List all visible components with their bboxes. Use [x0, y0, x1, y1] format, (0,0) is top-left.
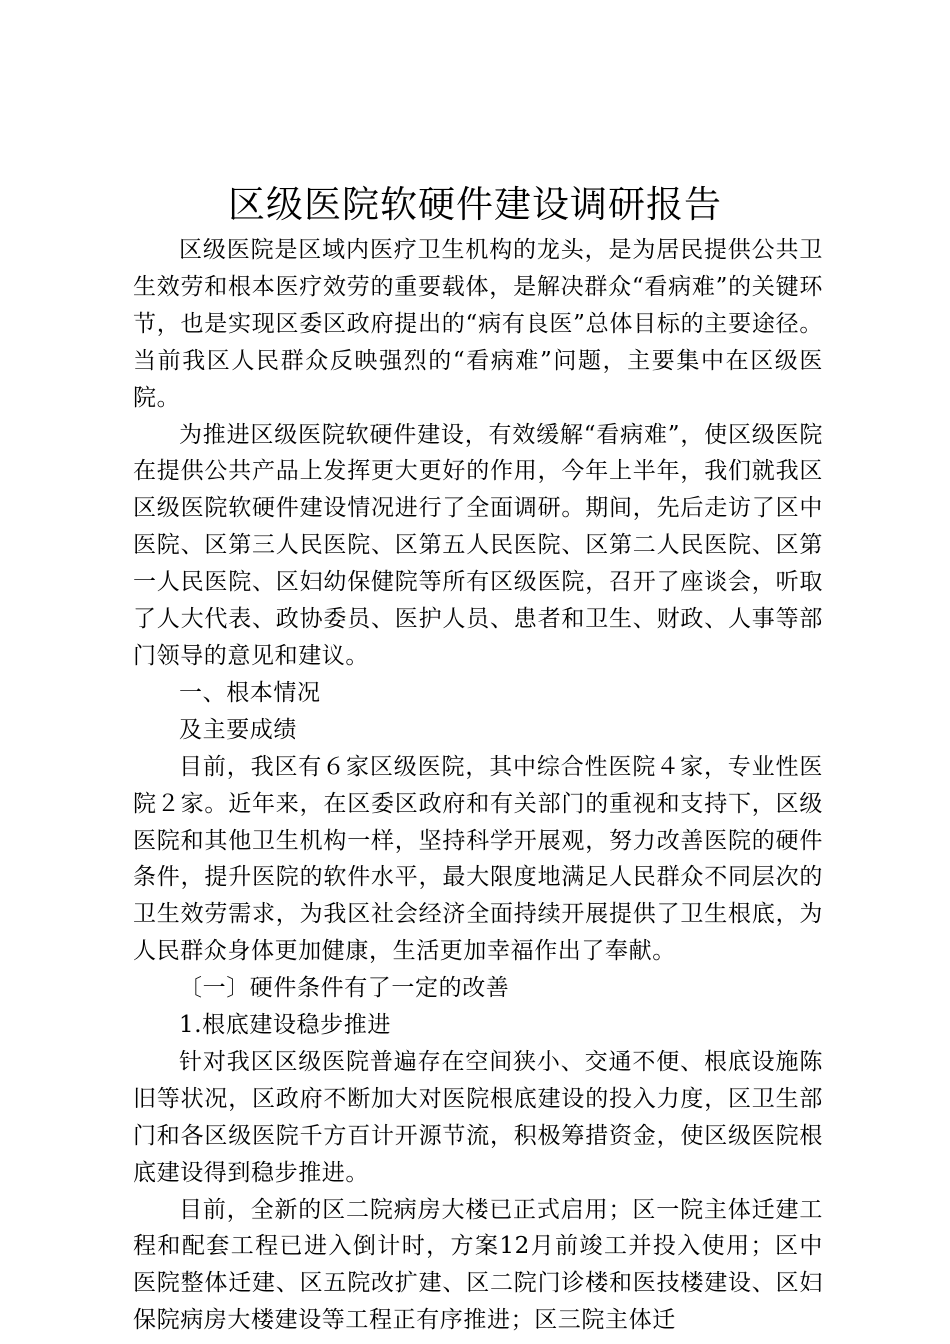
- section-heading-basic: 一、根本情况: [179, 679, 321, 706]
- document-title: 区级医院软硬件建设调研报告: [228, 183, 722, 226]
- paragraph-current-status: 目前，我区有６家区级医院，其中综合性医院４家，专业性医院２家。近年来，在区委区政府和有关部门的重视和支持下，区级医院和其他卫生机构一样，坚持科学开展观，努力改善医院的硬件条件，提升医院的软件水平，最大限度地满足人民群众不同层次的卫生效劳需求，为我区社会经济全面持续开展提供了卫生根底，为人民群众身体更加健康，生活更加幸福作出了奉献。: [133, 753, 823, 965]
- paragraph-intro: 区级医院是区域内医疗卫生机构的龙头，是为居民提供公共卫生效劳和根本医疗效劳的重要载体，是解决群众“看病难”的关键环节，也是实现区委区政府提出的“病有良医”总体目标的主要途径。当前我区人民群众反映强烈的“看病难”问题，主要集中在区级医院。: [133, 237, 823, 411]
- section-heading-achievements: 及主要成绩: [179, 716, 297, 743]
- subsection-heading-infrastructure: 1.根底建设稳步推进: [179, 1012, 391, 1039]
- document-body: [133, 232, 823, 1339]
- subsection-heading-hardware: 〔一〕硬件条件有了一定的改善: [179, 975, 510, 1002]
- paragraph-infrastructure: 针对我区区级医院普遍存在空间狭小、交通不便、根底设施陈旧等状况，区政府不断加大对医院根底建设的投入力度，区卫生部门和各区级医院千方百计开源节流，积极筹措资金，使区级医院根底建设得到稳步推进。: [133, 1048, 823, 1186]
- paragraph-purpose: 为推进区级医院软硬件建设，有效缓解“看病难”，使区级医院在提供公共产品上发挥更大更好的作用，今年上半年，我们就我区区级医院软硬件建设情况进行了全面调研。期间，先后走访了区中医院、区第三人民医院、区第五人民医院、区第二人民医院、区第一人民医院、区妇幼保健院等所有区级医院，召开了座谈会，听取了人大代表、政协委员、医护人员、患者和卫生、财政、人事等部门领导的意见和建议。: [133, 421, 823, 669]
- paragraph-projects: 目前，全新的区二院病房大楼已正式启用；区一院主体迁建工程和配套工程已进入倒计时，方案12月前竣工并投入使用；区中医院整体迁建、区五院改扩建、区二院门诊楼和医技楼建设、区妇保院病房大楼建设等工程正有序推进；区三院主体迁: [133, 1196, 823, 1334]
